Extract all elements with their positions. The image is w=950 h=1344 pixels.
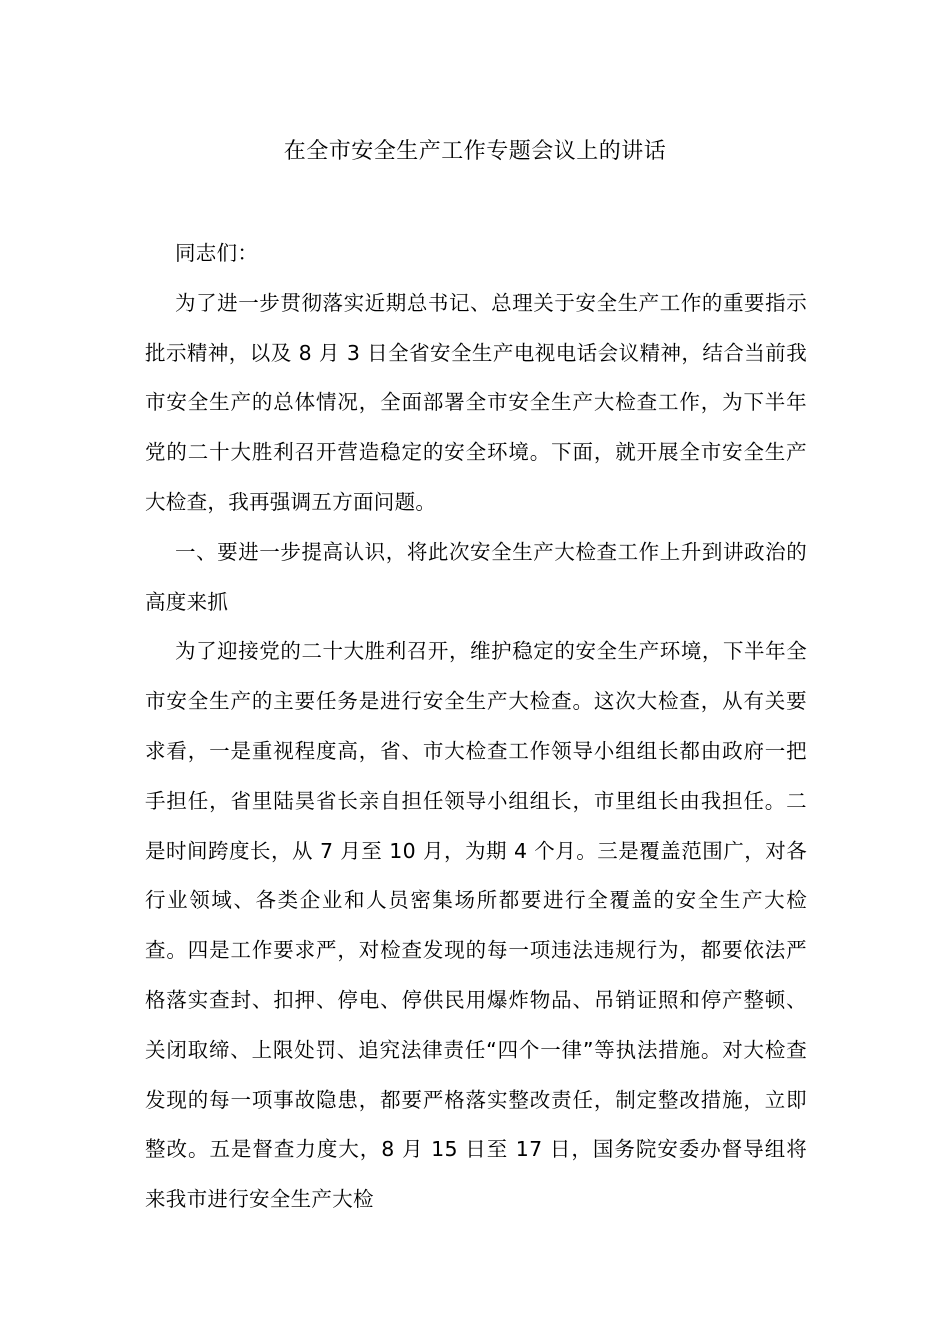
- intro-paragraph: 为了进一步贯彻落实近期总书记、总理关于安全生产工作的重要指示批示精神，以及 8 月 3 日全省安全生产电视电话会议精神，结合当前我市安全生产的总体情况，全面部署全市安全生产大检查工作，为下半年党的二十大胜利召开营造稳定的安全环境。下面，就开展全市安全生产大检查，我再强调五方面问题。: [145, 290, 807, 514]
- document-title: 在全市安全生产工作专题会议上的讲话: [283, 139, 667, 164]
- body-paragraph: 为了迎接党的二十大胜利召开，维护稳定的安全生产环境，下半年全市安全生产的主要任务是进行安全生产大检查。这次大检查，从有关要求看，一是重视程度高，省、市大检查工作领导小组组长都由政府一把手担任，省里陆昊省长亲自担任领导小组组长，市里组长由我担任。二是时间跨度长，从 7 月至 10 月，为期 4 个月。三是覆盖范围广，对各行业领域、各类企业和人员密集场所都要进行全覆盖的安全生产大检查。四是工作要求严，对检查发现的每一项违法违规行为，都要依法严格落实查封、扣押、停电、停供民用爆炸物品、吊销证照和停产整顿、关闭取缔、上限处罚、追究法律责任“四个一律”等执法措施。对大检查发现的每一项事故隐患，都要严格落实整改责任，制定整改措施，立即整改。五是督查力度大，8 月 15 日至 17 日，国务院安委办督导组将来我市进行安全生产大检: [145, 639, 807, 1212]
- salutation-paragraph: 同志们：: [175, 241, 259, 265]
- section-heading-1: 一、要进一步提高认识，将此次安全生产大检查工作上升到讲政治的高度来抓: [145, 539, 807, 614]
- document-body: [145, 229, 807, 1225]
